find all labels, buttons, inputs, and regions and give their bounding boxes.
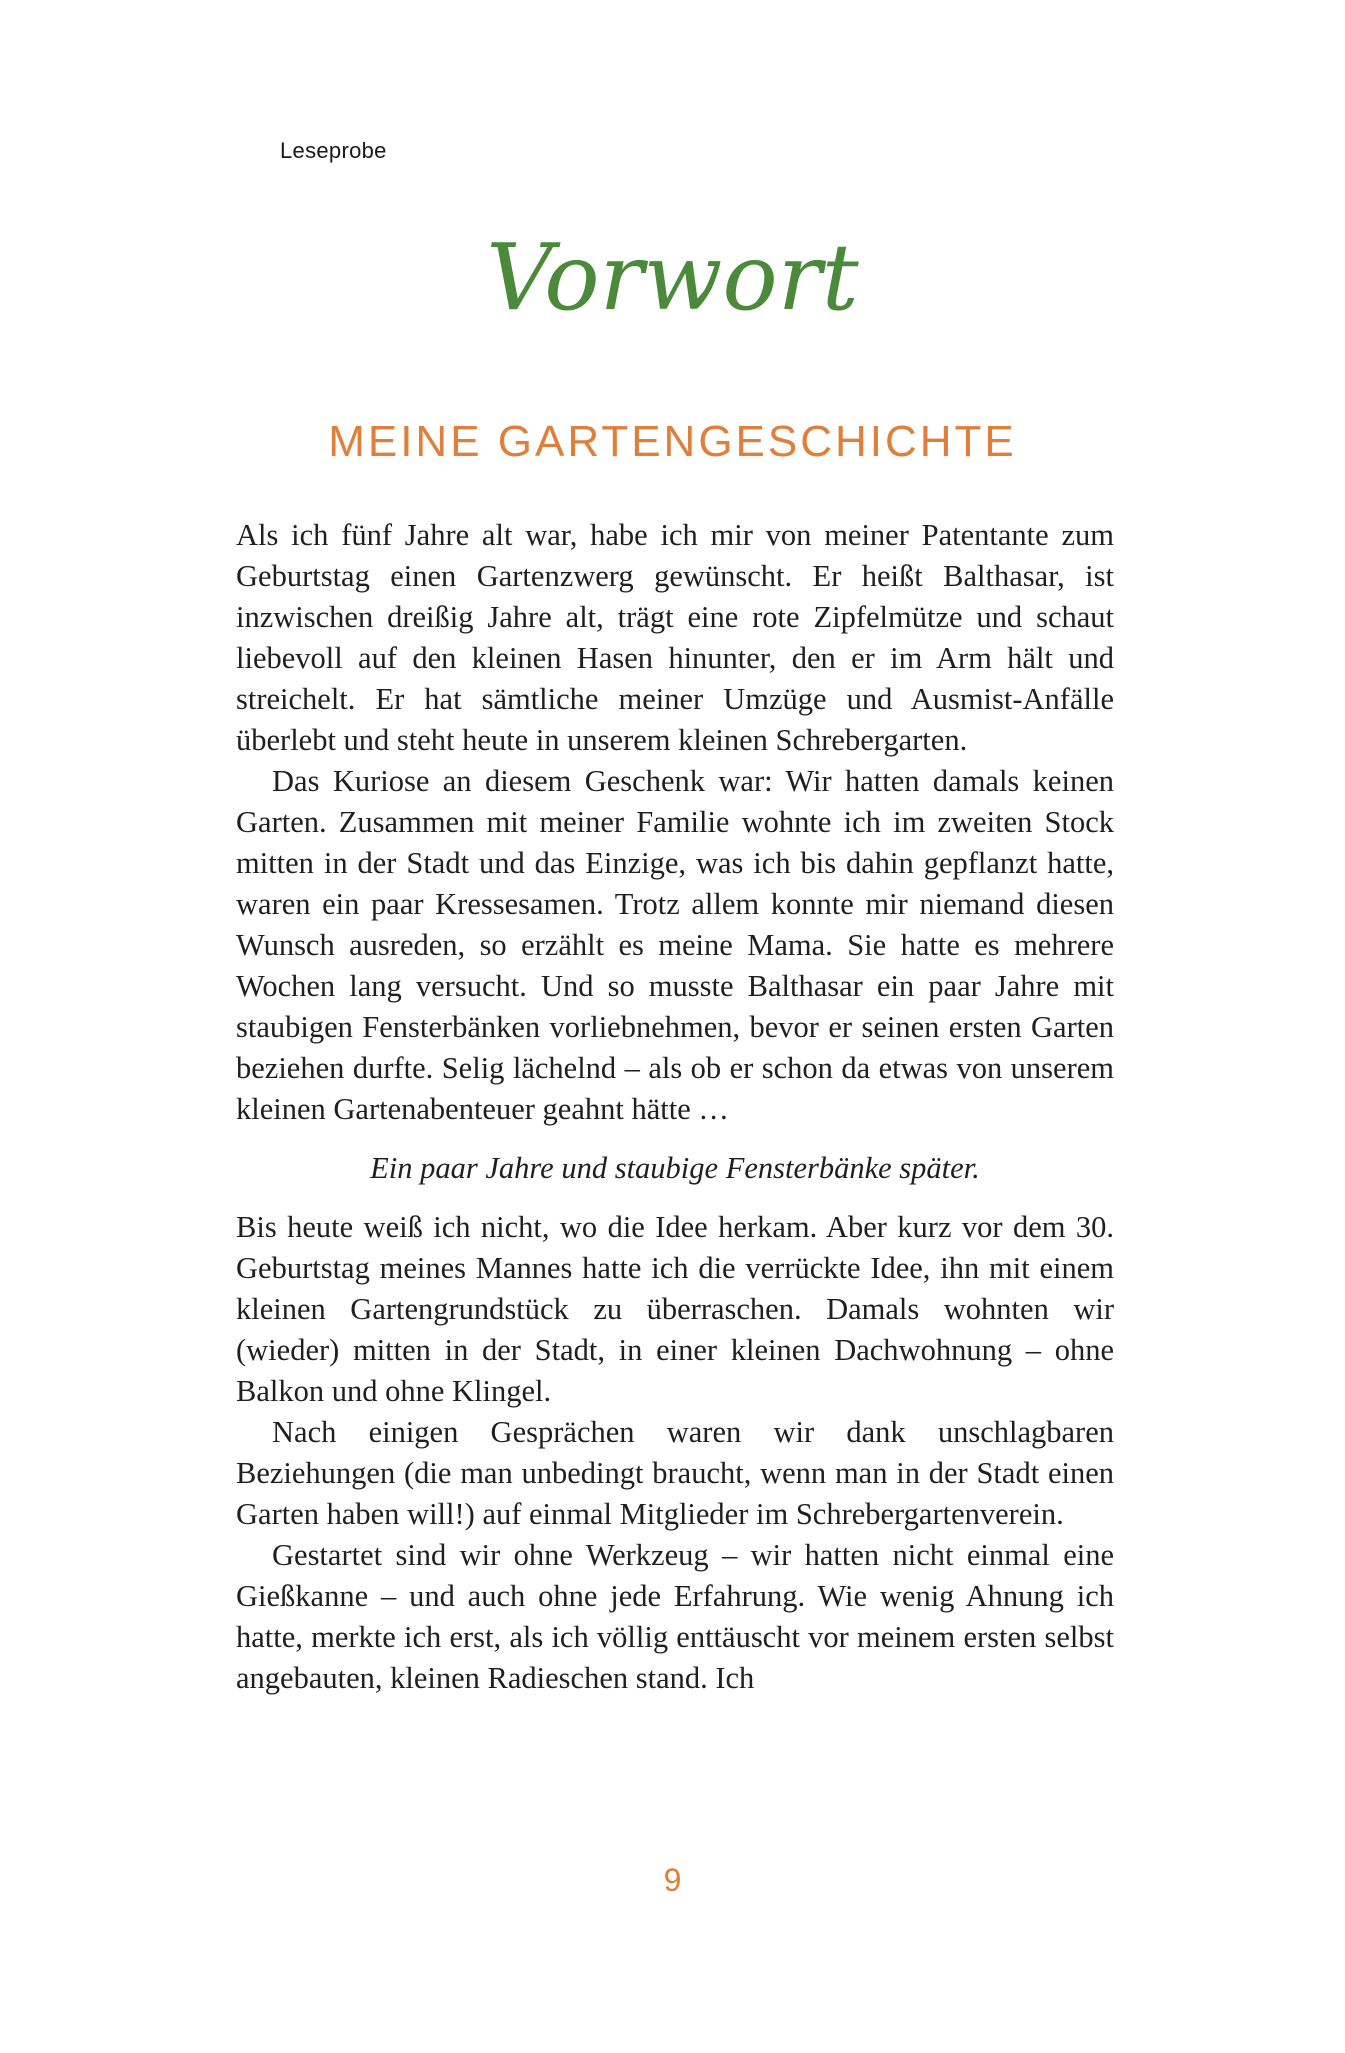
chapter-script-title: Vorwort	[486, 224, 859, 331]
header-label: Leseprobe	[280, 138, 387, 163]
paragraph-3: Bis heute weiß ich nicht, wo die Idee herkam. Aber kurz vor dem 30. Geburtstag meines Mannes hatte ich die verrückte Idee, ihn mit einem kleinen Gartengrundstück zu überraschen. Damals wohnten wir (wieder) mitten in der Stadt, in einer kleinen Dachwohnung – ohne Balkon und ohne Klingel.	[236, 1210, 1114, 1408]
section-heading: MEINE GARTENGESCHICHTE	[328, 417, 1017, 466]
paragraph-2: Das Kuriose an diesem Geschenk war: Wir hatten damals keinen Garten. Zusammen mit meiner Familie wohnte ich im zweiten Stock mitten in der Stadt und das Einzige, was ich bis dahin gepflanzt hatte, waren ein paar Kressesamen. Trotz allem konnte mir niemand diesen Wunsch ausreden, so erzählt es meine Mama. Sie hatte es mehrere Wochen lang versucht. Und so musste Balthasar ein paar Jahre mit staubigen Fensterbänken vorliebnehmen, bevor er seinen ersten Garten beziehen durfte. Selig lächelnd – als ob er schon da etwas von unserem kleinen Gartenabenteuer geahnt hätte …	[236, 764, 1114, 1126]
interlude-line: Ein paar Jahre und staubige Fensterbänke später.	[370, 1151, 980, 1185]
paragraph-1: Als ich fünf Jahre alt war, habe ich mir von meiner Patentante zum Geburtstag einen Gartenzwerg gewünscht. Er heißt Balthasar, ist inzwischen dreißig Jahre alt, trägt eine rote Zipfelmütze und schaut liebevoll auf den kleinen Hasen hinunter, den er im Arm hält und streichelt. Er hat sämtliche meiner Umzüge und Ausmist-Anfälle überlebt und steht heute in unserem kleinen Schrebergarten.	[236, 518, 1114, 757]
body-text	[236, 515, 1114, 1699]
paragraph-4: Nach einigen Gesprächen waren wir dank unschlagbaren Beziehungen (die man unbedingt braucht, wenn man in der Stadt einen Garten haben will!) auf einmal Mitglieder im Schrebergartenverein.	[236, 1415, 1114, 1531]
page-number: 9	[663, 1862, 682, 1898]
paragraph-5: Gestartet sind wir ohne Werkzeug – wir hatten nicht einmal eine Gießkanne – und auch ohne jede Erfahrung. Wie wenig Ahnung ich hatte, merkte ich erst, als ich völlig enttäuscht vor meinem ersten selbst angebauten, kleinen Radieschen stand. Ich	[236, 1538, 1114, 1695]
